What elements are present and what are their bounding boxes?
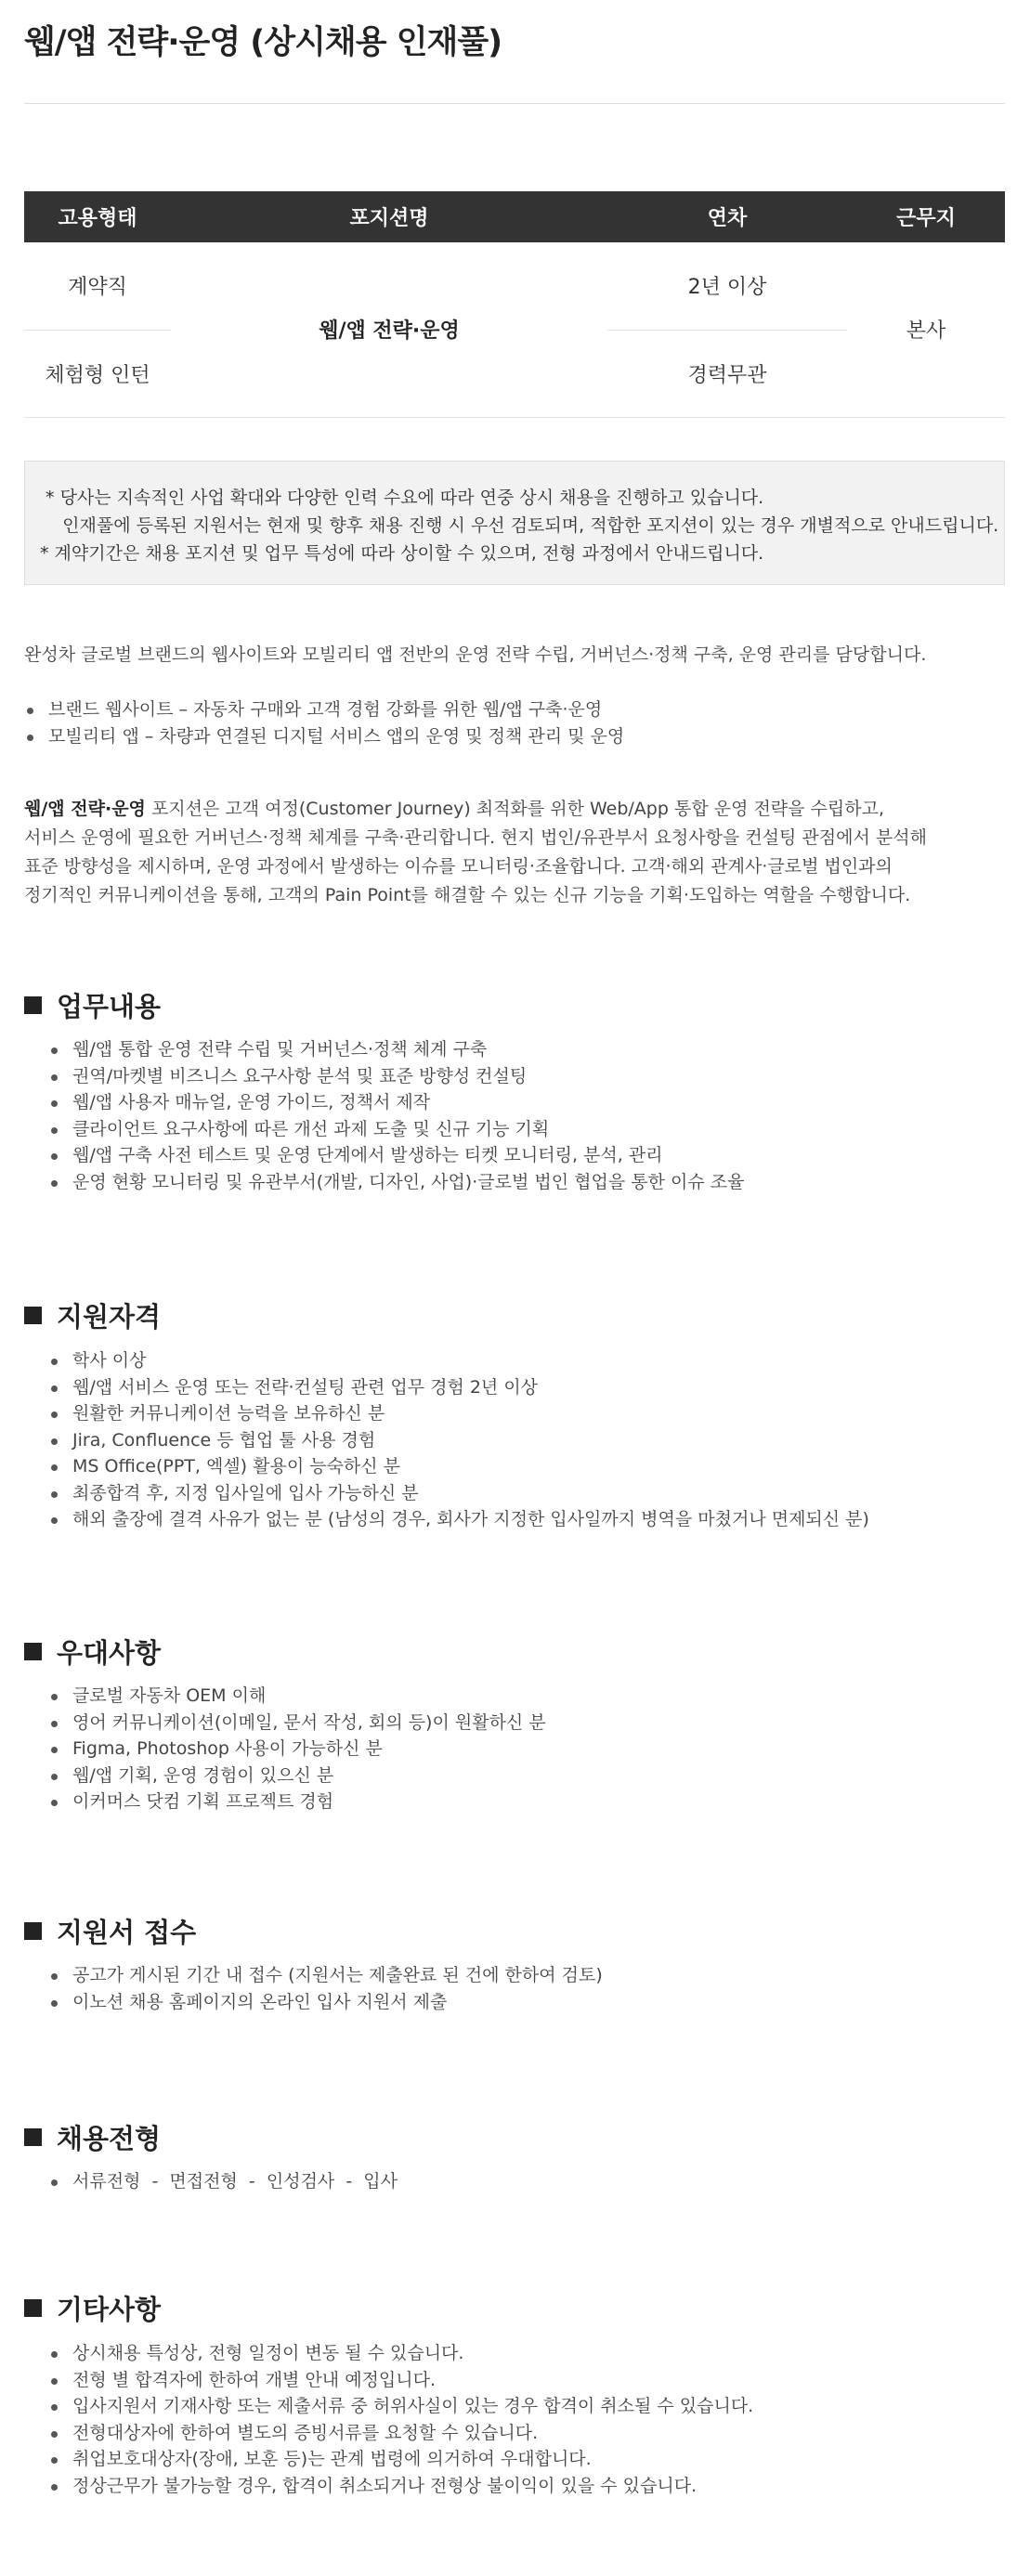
intro-list: [24, 696, 624, 749]
position-cell: 웹/앱 전략·운영: [171, 242, 607, 417]
qualifications-list: [48, 1347, 869, 1533]
intro-text: 완성차 글로벌 브랜드의 웹사이트와 모빌리티 앱 전반의 운영 전략 수립, 거버넌스·정책 구축, 운영 관리를 담당합니다.: [24, 644, 927, 665]
list-item: 클라이언트 요구사항에 따른 개선 과제 도출 및 신규 기능 기획: [48, 1116, 744, 1143]
description-line: [24, 795, 927, 824]
duties-list: [48, 1036, 744, 1195]
list-item: 학사 이상: [48, 1347, 869, 1374]
list-item: 웹/앱 기획, 운영 경험이 있으신 분: [48, 1763, 546, 1789]
employment-type-cell: 체험형 인턴: [24, 330, 171, 417]
etc-list: [48, 2340, 753, 2499]
list-item: 서류전형 - 면접전형 - 인성검사 - 입사: [48, 2168, 398, 2195]
notice-line: * 당사는 지속적인 사업 확대와 다양한 인력 수요에 따라 연중 상시 채용을 진행하고 있습니다.: [40, 488, 764, 508]
square-bullet-icon: [24, 2128, 42, 2146]
header-years: 연차: [607, 191, 847, 242]
square-bullet-icon: [24, 1922, 42, 1940]
list-item: 운영 현황 모니터링 및 유관부서(개발, 디자인, 사업)·글로벌 법인 협업을 통한 이슈 조율: [48, 1169, 744, 1196]
section-heading-process: 채용전형: [24, 2118, 161, 2156]
years-cell: 경력무관: [607, 330, 847, 417]
list-item: 이노션 채용 홈페이지의 온라인 입사 지원서 제출: [48, 1989, 603, 2016]
description-text: 포지션은 고객 여정(Customer Journey) 최적화를 위한 Web/App 통합 운영 전략을 수립하고,: [145, 799, 885, 819]
list-item: MS Office(PPT, 엑셀) 활용이 능숙하신 분: [48, 1453, 869, 1480]
square-bullet-icon: [24, 1307, 42, 1324]
list-item: Jira, Confluence 등 협업 툴 사용 경험: [48, 1427, 869, 1454]
square-bullet-icon: [24, 996, 42, 1014]
list-item: 브랜드 웹사이트 – 자동차 구매와 고객 경험 강화를 위한 웹/앱 구축·운영: [24, 696, 624, 723]
list-item: 정상근무가 불가능할 경우, 합격이 취소되거나 전형상 불이익이 있을 수 있습니다.: [48, 2473, 753, 2500]
preferred-list: [48, 1683, 546, 1815]
list-item: 해외 출장에 결격 사유가 없는 분 (남성의 경우, 회사가 지정한 입사일까지 병역을 마쳤거나 면제되신 분): [48, 1506, 869, 1533]
notice-line: 인재풀에 등록된 지원서는 현재 및 향후 채용 진행 시 우선 검토되며, 적합한 포지션이 있는 경우 개별적으로 안내드립니다.: [40, 515, 999, 536]
list-item: 전형대상자에 한하여 별도의 증빙서류를 요청할 수 있습니다.: [48, 2420, 753, 2447]
list-item: 웹/앱 서비스 운영 또는 전략·컨설팅 관련 업무 경험 2년 이상: [48, 1374, 869, 1401]
list-item: Figma, Photoshop 사용이 가능하신 분: [48, 1736, 546, 1763]
list-item: 상시채용 특성상, 전형 일정이 변동 될 수 있습니다.: [48, 2340, 753, 2367]
section-heading-preferred: 우대사항: [24, 1633, 161, 1671]
job-summary-table: [24, 191, 1005, 418]
location-cell: 본사: [847, 242, 1005, 417]
notice-line: * 계약기간은 채용 포지션 및 업무 특성에 따라 상이할 수 있으며, 전형 과정에서 안내드립니다.: [40, 543, 764, 564]
description-line: 정기적인 커뮤니케이션을 통해, 고객의 Pain Point를 해결할 수 있는 신규 기능을 기획·도입하는 역할을 수행합니다.: [24, 885, 911, 905]
employment-type-cell: 계약직: [24, 242, 171, 330]
list-item: 공고가 게시된 기간 내 접수 (지원서는 제출완료 된 건에 한하여 검토): [48, 1962, 603, 1989]
page-title: 웹/앱 전략·운영 (상시채용 인재풀): [24, 24, 502, 61]
header-employment-type: 고용형태: [24, 191, 171, 242]
list-item: 모빌리티 앱 – 차량과 연결된 디지털 서비스 앱의 운영 및 정책 관리 및 운영: [24, 723, 624, 750]
list-item: 원활한 커뮤니케이션 능력을 보유하신 분: [48, 1400, 869, 1427]
apply-list: [48, 1962, 603, 2015]
description-bold-lead: 웹/앱 전략·운영: [24, 799, 146, 819]
list-item: 권역/마켓별 비즈니스 요구사항 분석 및 표준 방향성 컨설팅: [48, 1063, 744, 1090]
position-description: [24, 795, 927, 910]
list-item: 입사지원서 기재사항 또는 제출서류 중 허위사실이 있는 경우 합격이 취소될 수 있습니다.: [48, 2393, 753, 2420]
list-item: 취업보호대상자(장애, 보훈 등)는 관계 법령에 의거하여 우대합니다.: [48, 2446, 753, 2473]
list-item: 웹/앱 통합 운영 전략 수립 및 거버넌스·정책 체계 구축: [48, 1036, 744, 1063]
table-header-row: [24, 191, 1005, 242]
header-position: 포지션명: [171, 191, 607, 242]
list-item: 전형 별 합격자에 한하여 개별 안내 예정입니다.: [48, 2367, 753, 2394]
section-heading-duties: 업무내용: [24, 986, 161, 1024]
section-heading-etc: 기타사항: [24, 2289, 161, 2327]
years-cell: 2년 이상: [607, 242, 847, 330]
notice-box: [24, 461, 1005, 585]
square-bullet-icon: [24, 2299, 42, 2317]
list-item: 웹/앱 사용자 매뉴얼, 운영 가이드, 정책서 제작: [48, 1089, 744, 1116]
description-line: 서비스 운영에 필요한 거버넌스·정책 체계를 구축·관리합니다. 현지 법인/유관부서 요청사항을 컨설팅 관점에서 분석해: [24, 827, 927, 848]
header-location: 근무지: [847, 191, 1005, 242]
section-heading-apply: 지원서 접수: [24, 1912, 196, 1950]
list-item: 웹/앱 구축 사전 테스트 및 운영 단계에서 발생하는 티켓 모니터링, 분석, 관리: [48, 1142, 744, 1169]
square-bullet-icon: [24, 1643, 42, 1660]
table-row: [24, 242, 1005, 330]
list-item: 영어 커뮤니케이션(이메일, 문서 작성, 회의 등)이 원활하신 분: [48, 1710, 546, 1737]
process-list: [48, 2168, 398, 2195]
list-item: 최종합격 후, 지정 입사일에 입사 가능하신 분: [48, 1480, 869, 1507]
section-heading-qualifications: 지원자격: [24, 1296, 161, 1334]
list-item: 글로벌 자동차 OEM 이해: [48, 1683, 546, 1710]
list-item: 이커머스 닷컴 기획 프로젝트 경험: [48, 1789, 546, 1815]
description-line: 표준 방향성을 제시하며, 운영 과정에서 발생하는 이슈를 모니터링·조율합니다. 고객·해외 관계사·글로벌 법인과의: [24, 856, 893, 877]
title-divider: [24, 103, 1005, 104]
